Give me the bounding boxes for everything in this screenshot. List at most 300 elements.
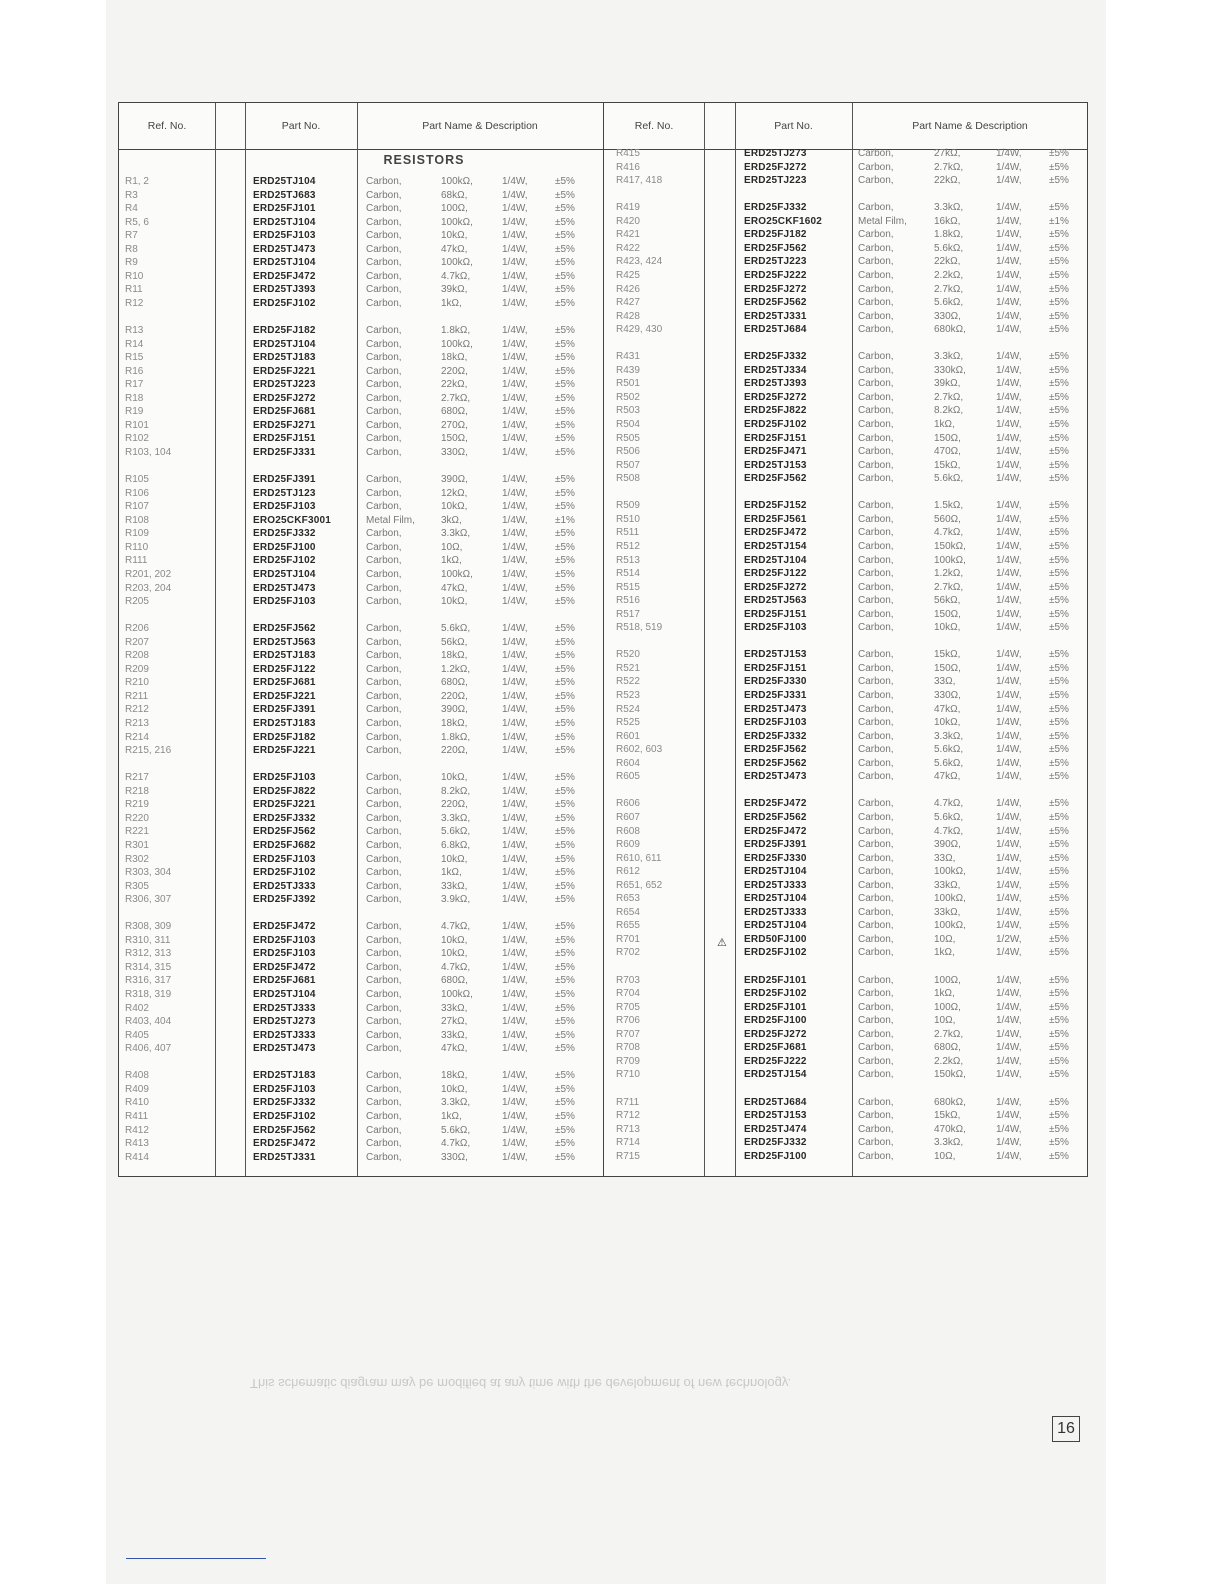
ref-no: R18	[125, 392, 144, 404]
ref-no: R3	[125, 189, 138, 201]
wattage: 1/4W,	[502, 379, 528, 391]
tolerance: ±5%	[555, 176, 575, 187]
tolerance: ±5%	[555, 1110, 575, 1122]
tolerance: ±5%	[1049, 351, 1069, 363]
ref-no: R220	[125, 812, 149, 824]
ref-no: R209	[125, 663, 149, 675]
resistance: 3kΩ,	[441, 514, 462, 526]
resistance: 5.6kΩ,	[934, 757, 964, 769]
part-type: Carbon,	[858, 283, 894, 295]
resistance: 10kΩ,	[441, 934, 468, 946]
part-no: ERD50FJ100	[744, 933, 807, 945]
part-no: ERD25FJ101	[744, 974, 807, 986]
tolerance: ±5%	[555, 447, 575, 458]
resistance: 1kΩ,	[441, 297, 462, 309]
wattage: 1/4W,	[502, 433, 528, 445]
resistance: 680kΩ,	[934, 324, 966, 336]
part-no: ERD25FJ472	[253, 1138, 316, 1150]
tolerance: ±5%	[1049, 757, 1069, 769]
resistance: 10kΩ,	[934, 622, 961, 634]
part-no: ERD25FJ562	[744, 297, 807, 309]
wattage: 1/4W,	[502, 718, 528, 729]
resistance: 18kΩ,	[441, 1070, 468, 1082]
resistance: 150Ω,	[441, 433, 468, 445]
table-row	[119, 270, 603, 284]
part-type: Carbon,	[366, 596, 402, 608]
part-no: ERD25FJ472	[253, 921, 316, 933]
tolerance: ±5%	[1049, 1042, 1069, 1054]
tolerance: ±5%	[1049, 242, 1069, 254]
ref-no: R609	[616, 839, 640, 851]
ref-no: R425	[616, 269, 640, 281]
part-no: ERD25TJ153	[744, 1110, 807, 1122]
tolerance: ±5%	[1049, 690, 1069, 701]
part-no: ERD25FJ562	[744, 811, 807, 823]
tolerance: ±5%	[1049, 1137, 1069, 1149]
ref-no: R408	[125, 1070, 149, 1082]
table-row	[119, 731, 603, 745]
ref-no: R416	[616, 161, 640, 173]
ref-no: R205	[125, 596, 149, 608]
part-no: ERD25FJ102	[253, 1110, 316, 1122]
wattage: 1/4W,	[996, 310, 1022, 322]
part-type: Carbon,	[858, 1015, 894, 1027]
wattage: 1/4W,	[502, 1097, 528, 1109]
part-no: ERD25FJ103	[253, 772, 316, 784]
part-no: ERD25FJ331	[744, 690, 807, 701]
part-no: ERD25FJ103	[253, 934, 316, 946]
wattage: 1/4W,	[502, 785, 528, 797]
part-type: Carbon,	[366, 284, 402, 296]
ref-no: R514	[616, 568, 640, 580]
wattage: 1/4W,	[996, 229, 1022, 241]
part-no: ERD25FJ272	[744, 283, 807, 295]
part-no: ERD25FJ103	[253, 853, 316, 865]
part-no: ERD25FJ562	[744, 757, 807, 769]
wattage: 1/4W,	[502, 1002, 528, 1014]
part-type: Carbon,	[858, 1042, 894, 1054]
part-type: Carbon,	[366, 690, 402, 702]
part-type: Carbon,	[366, 894, 402, 906]
resistance: 10kΩ,	[441, 948, 468, 960]
part-type: Carbon,	[366, 392, 402, 404]
ref-no: R419	[616, 202, 640, 214]
ref-no: R606	[616, 798, 640, 810]
table-row	[119, 1124, 603, 1138]
tolerance: ±5%	[1049, 161, 1069, 173]
tolerance: ±5%	[1049, 446, 1069, 458]
resistance: 330Ω,	[934, 310, 961, 322]
tolerance: ±5%	[1049, 703, 1069, 715]
ref-no: R316, 317	[125, 975, 172, 987]
part-type: Carbon,	[366, 853, 402, 865]
part-no: ERD25FJ822	[744, 405, 807, 417]
table-row	[604, 215, 1087, 229]
table-row	[119, 853, 603, 867]
wattage: 1/4W,	[996, 1015, 1022, 1027]
wattage: 1/4W,	[996, 540, 1022, 552]
wattage: 1/4W,	[996, 1137, 1022, 1149]
resistor-table-left	[118, 102, 604, 1177]
part-type: Carbon,	[858, 513, 894, 525]
ref-no: R522	[616, 676, 640, 688]
part-type: Carbon,	[858, 1096, 894, 1108]
resistance: 150kΩ,	[934, 540, 966, 552]
ref-no: R651, 652	[616, 879, 663, 891]
wattage: 1/4W,	[502, 501, 528, 513]
table-row	[119, 744, 603, 758]
wattage: 1/4W,	[502, 853, 528, 865]
table-row	[604, 689, 1087, 703]
table-row	[604, 540, 1087, 554]
part-no: ERD25TJ104	[253, 989, 316, 1000]
tolerance: ±5%	[555, 704, 575, 716]
wattage: 1/4W,	[996, 920, 1022, 932]
table-row	[604, 554, 1087, 568]
part-type: Carbon,	[366, 447, 402, 458]
tolerance: ±5%	[1049, 175, 1069, 187]
tolerance: ±5%	[555, 433, 575, 445]
part-no: ERD25FJ822	[253, 785, 316, 797]
part-no: ERD25TJ104	[253, 338, 316, 350]
table-row	[119, 595, 603, 609]
table-row	[119, 1069, 603, 1083]
tolerance: ±5%	[1049, 879, 1069, 891]
ref-no: R219	[125, 799, 149, 811]
part-type: Metal Film,	[858, 215, 907, 227]
part-type: Carbon,	[366, 1083, 402, 1095]
wattage: 1/4W,	[996, 432, 1022, 444]
part-no: ERD25TJ333	[253, 1029, 316, 1041]
wattage: 1/4W,	[502, 704, 528, 716]
resistance: 4.7kΩ,	[934, 798, 964, 810]
part-no: ERD25TJ684	[744, 324, 807, 336]
table-row	[604, 350, 1087, 364]
table-row	[119, 1151, 603, 1165]
ref-no: R218	[125, 785, 149, 797]
part-no: ERD25FJ122	[744, 568, 807, 580]
part-no: ERD25TJ473	[253, 1043, 316, 1055]
part-no: ERD25FJ151	[744, 432, 807, 444]
table-row	[604, 825, 1087, 839]
part-no: ERD25FJ102	[253, 297, 316, 309]
resistance: 39kΩ,	[934, 378, 961, 390]
wattage: 1/4W,	[996, 242, 1022, 254]
part-no: ERD25FJ272	[253, 392, 316, 404]
part-type: Carbon,	[366, 270, 402, 282]
part-no: ERD25FJ472	[744, 527, 807, 539]
part-type: Carbon,	[366, 677, 402, 689]
tolerance: ±5%	[555, 731, 575, 743]
part-no: ERD25FJ102	[253, 867, 316, 879]
part-type: Carbon,	[858, 148, 894, 159]
table-row	[604, 1041, 1087, 1055]
tolerance: ±5%	[1049, 283, 1069, 295]
header-part-no: Part No.	[774, 120, 813, 132]
tolerance: ±5%	[555, 325, 575, 337]
tolerance: ±5%	[1049, 1069, 1069, 1081]
wattage: 1/4W,	[996, 852, 1022, 864]
part-no: ERD25FJ103	[253, 948, 316, 960]
ref-no: R19	[125, 406, 144, 418]
wattage: 1/4W,	[502, 230, 528, 242]
part-no: ERD25TJ333	[744, 906, 807, 918]
ref-no: R403, 404	[125, 1016, 172, 1028]
table-row	[119, 1029, 603, 1043]
ref-no: R520	[616, 649, 640, 661]
part-no: ERD25TJ393	[744, 378, 807, 390]
ref-no: R503	[616, 405, 640, 417]
ref-no: R405	[125, 1029, 149, 1041]
part-no: ERD25FJ103	[744, 622, 807, 634]
ref-no: R601	[616, 730, 640, 742]
resistor-table-right	[603, 102, 1088, 1177]
part-no: ERD25FJ681	[744, 1042, 807, 1054]
wattage: 1/4W,	[996, 513, 1022, 525]
part-no: ERD25TJ223	[253, 379, 316, 391]
part-type: Carbon,	[366, 338, 402, 350]
tolerance: ±5%	[555, 799, 575, 811]
wattage: 1/4W,	[502, 284, 528, 296]
part-no: ERD25TJ153	[744, 459, 807, 471]
tolerance: ±5%	[555, 826, 575, 838]
tolerance: ±5%	[555, 338, 575, 350]
tolerance: ±5%	[1049, 1055, 1069, 1067]
resistance: 100kΩ,	[934, 893, 966, 905]
tolerance: ±5%	[555, 243, 575, 255]
ref-no: R608	[616, 825, 640, 837]
resistance: 100Ω,	[934, 1001, 961, 1013]
table-row	[119, 839, 603, 853]
tolerance: ±5%	[1049, 947, 1069, 959]
part-no: ERD25TJ183	[253, 352, 316, 364]
tolerance: ±5%	[1049, 1028, 1069, 1040]
wattage: 1/4W,	[502, 826, 528, 838]
part-type: Carbon,	[858, 391, 894, 403]
bleed-through-text: This schematic diagram may be modified at any time with the development of new technology.	[250, 1376, 791, 1391]
wattage: 1/4W,	[502, 325, 528, 337]
resistance: 33kΩ,	[934, 906, 961, 918]
tolerance: ±5%	[1049, 269, 1069, 281]
resistance: 100kΩ,	[441, 989, 473, 1000]
ref-no: R510	[616, 513, 640, 525]
ref-no: R210	[125, 677, 149, 689]
part-type: Carbon,	[858, 920, 894, 932]
wattage: 1/4W,	[996, 1069, 1022, 1081]
resistance: 3.3kΩ,	[934, 351, 964, 363]
wattage: 1/4W,	[996, 757, 1022, 769]
ref-no: R512	[616, 540, 640, 552]
ref-no: R105	[125, 474, 149, 486]
resistance: 680kΩ,	[934, 1096, 966, 1108]
ref-no: R504	[616, 419, 640, 430]
tolerance: ±5%	[555, 1097, 575, 1109]
ref-no: R402	[125, 1002, 149, 1014]
resistance: 2.7kΩ,	[441, 392, 471, 404]
wattage: 1/4W,	[996, 446, 1022, 458]
table-row	[119, 324, 603, 338]
part-no: ERD25FJ221	[253, 365, 316, 377]
wattage: 1/4W,	[502, 189, 528, 201]
table-row	[604, 960, 1087, 974]
part-no: ERD25TJ104	[744, 866, 807, 878]
tolerance: ±5%	[555, 474, 575, 486]
wattage: 1/4W,	[996, 988, 1022, 1000]
ref-no: R427	[616, 297, 640, 309]
part-no: ERD25FJ152	[744, 500, 807, 512]
wattage: 1/4W,	[996, 324, 1022, 336]
part-no: ERD25FJ222	[744, 1055, 807, 1067]
tolerance: ±5%	[555, 1016, 575, 1028]
resistance: 5.6kΩ,	[441, 623, 471, 635]
tolerance: ±5%	[1049, 310, 1069, 322]
ref-no: R413	[125, 1138, 149, 1150]
wattage: 1/4W,	[502, 541, 528, 553]
part-type: Carbon,	[366, 230, 402, 242]
wattage: 1/4W,	[502, 623, 528, 635]
wattage: 1/4W,	[996, 202, 1022, 214]
resistance: 4.7kΩ,	[441, 270, 471, 282]
header-ref-no: Ref. No.	[147, 120, 187, 132]
part-type: Carbon,	[366, 325, 402, 337]
table-row	[119, 1015, 603, 1029]
resistance: 1.8kΩ,	[441, 325, 471, 337]
wattage: 1/4W,	[996, 175, 1022, 187]
table-row	[604, 703, 1087, 717]
table-row	[119, 554, 603, 568]
wattage: 1/4W,	[996, 161, 1022, 173]
table-row	[119, 690, 603, 704]
ref-no: R517	[616, 608, 640, 620]
resistance: 330Ω,	[441, 447, 468, 458]
wattage: 1/4W,	[502, 1083, 528, 1095]
part-type: Carbon,	[858, 730, 894, 742]
wattage: 1/4W,	[502, 352, 528, 364]
tolerance: ±5%	[555, 596, 575, 608]
table-row	[604, 526, 1087, 540]
tolerance: ±5%	[1049, 662, 1069, 674]
ref-no: R110	[125, 541, 149, 553]
wattage: 1/4W,	[502, 1124, 528, 1136]
resistance: 1kΩ,	[934, 419, 955, 430]
part-type: Carbon,	[858, 866, 894, 878]
part-no: ERD25FJ122	[253, 663, 316, 675]
part-type: Carbon,	[366, 826, 402, 838]
part-type: Carbon,	[366, 663, 402, 675]
ref-no: R709	[616, 1055, 640, 1067]
resistance: 390Ω,	[441, 704, 468, 716]
tolerance: ±5%	[555, 961, 575, 973]
part-type: Carbon,	[366, 365, 402, 377]
part-type: Carbon,	[858, 1110, 894, 1122]
part-type: Carbon,	[366, 216, 402, 228]
part-no: ERD25TJ393	[253, 284, 316, 296]
tolerance: ±5%	[555, 948, 575, 960]
part-type: Carbon,	[366, 176, 402, 187]
part-no: ERD25FJ102	[744, 988, 807, 1000]
wattage: 1/4W,	[502, 270, 528, 282]
part-no: ERD25FJ221	[253, 799, 316, 811]
part-no: ERD25FJ182	[744, 229, 807, 241]
ref-no: R108	[125, 514, 149, 526]
wattage: 1/4W,	[996, 1123, 1022, 1135]
ref-no: R715	[616, 1150, 640, 1162]
tolerance: ±5%	[555, 690, 575, 702]
ref-no: R710	[616, 1069, 640, 1081]
tolerance: ±5%	[555, 1083, 575, 1095]
part-no: ERD25TJ334	[744, 364, 807, 376]
part-type: Carbon,	[858, 242, 894, 254]
table-row	[604, 242, 1087, 256]
ref-no: R516	[616, 595, 640, 607]
ref-no: R521	[616, 662, 640, 674]
table-row	[119, 812, 603, 826]
table-row	[119, 893, 603, 907]
ref-no: R417, 418	[616, 175, 663, 187]
table-row	[119, 825, 603, 839]
part-no: ERD25FJ391	[253, 704, 316, 716]
part-type: Carbon,	[858, 947, 894, 959]
part-type: Carbon,	[366, 419, 402, 431]
part-type: Carbon,	[858, 933, 894, 945]
tolerance: ±5%	[1049, 1001, 1069, 1013]
part-type: Carbon,	[366, 785, 402, 797]
part-no: ERD25FJ681	[253, 975, 316, 987]
part-no: ERD25FJ392	[253, 894, 316, 906]
ref-no: R111	[125, 555, 148, 567]
part-no: ERD25FJ101	[253, 203, 316, 215]
resistance: 150Ω,	[934, 608, 961, 620]
table-row	[119, 311, 603, 325]
ref-no: R518, 519	[616, 622, 663, 634]
tolerance: ±5%	[1049, 202, 1069, 214]
part-type: Carbon,	[858, 757, 894, 769]
part-no: ERD25TJ683	[253, 189, 316, 201]
tolerance: ±5%	[555, 1002, 575, 1014]
part-no: ERD25TJ104	[253, 257, 316, 269]
ref-no: R318, 319	[125, 989, 172, 1000]
tolerance: ±5%	[555, 1070, 575, 1082]
resistance: 3.3kΩ,	[441, 812, 471, 824]
tolerance: ±5%	[555, 636, 575, 648]
part-type: Carbon,	[858, 324, 894, 336]
resistance: 220Ω,	[441, 690, 468, 702]
table-row	[604, 418, 1087, 432]
part-type: Carbon,	[858, 459, 894, 471]
table-row	[604, 201, 1087, 215]
part-type: Carbon,	[858, 893, 894, 905]
wattage: 1/4W,	[502, 243, 528, 255]
wattage: 1/4W,	[996, 378, 1022, 390]
ref-no: R409	[125, 1083, 149, 1095]
part-no: ERD25TJ473	[744, 703, 807, 715]
part-no: ERD25FJ100	[744, 1150, 807, 1162]
wattage: 1/4W,	[996, 297, 1022, 309]
tolerance: ±5%	[1049, 798, 1069, 810]
tolerance: ±5%	[555, 1043, 575, 1055]
resistance: 10Ω,	[934, 1015, 956, 1027]
resistance: 33kΩ,	[934, 879, 961, 891]
tolerance: ±5%	[555, 812, 575, 824]
wattage: 1/4W,	[996, 1150, 1022, 1162]
resistance: 5.6kΩ,	[934, 473, 964, 485]
part-no: ERD25TJ104	[744, 920, 807, 932]
part-no: ERD25TJ333	[744, 879, 807, 891]
table-header	[604, 103, 1087, 150]
tolerance: ±5%	[555, 582, 575, 594]
part-no: ERD25FJ182	[253, 325, 316, 337]
table-row	[604, 486, 1087, 500]
